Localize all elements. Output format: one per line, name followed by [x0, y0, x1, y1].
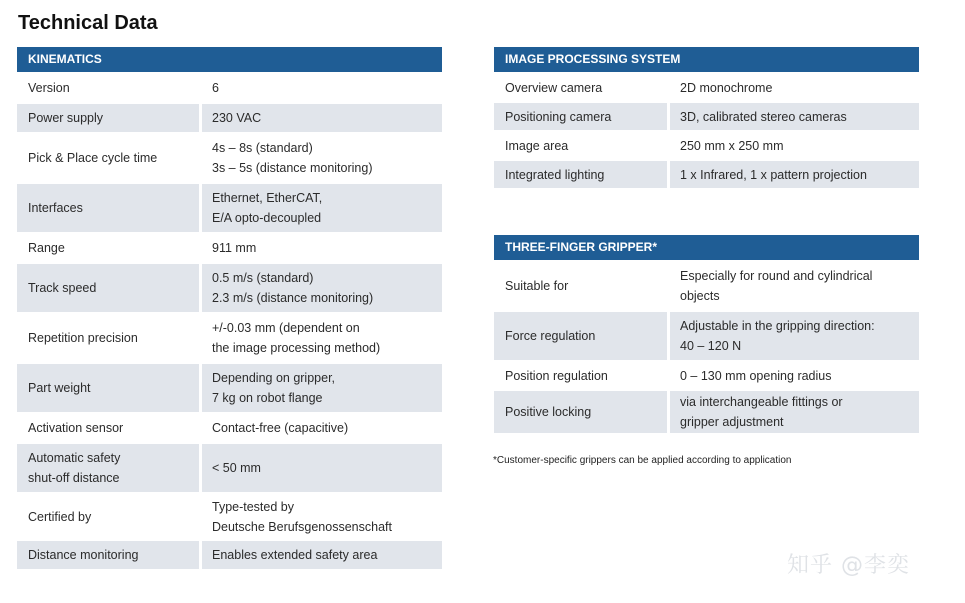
row-value-line: 4s – 8s (standard) — [212, 141, 313, 155]
row-label — [17, 104, 202, 132]
row-label — [17, 74, 202, 102]
row-value-line: 2D monochrome — [680, 80, 773, 95]
gripper-rows — [494, 262, 919, 433]
row-value — [670, 132, 919, 159]
row-value — [202, 314, 442, 362]
row-label — [17, 444, 202, 492]
image-processing-rows — [494, 74, 919, 188]
row-value-line: objects — [680, 289, 720, 303]
row-value — [670, 362, 919, 389]
row-value-line: 911 mm — [212, 241, 257, 255]
row-value — [202, 264, 442, 312]
row-value-line: Type-tested by — [212, 499, 294, 514]
table-row — [17, 541, 442, 569]
row-value-line: +/-0.03 mm (dependent on — [212, 321, 360, 335]
row-label — [17, 541, 202, 569]
image-processing-table — [494, 47, 919, 188]
row-value-line: 2.3 m/s (distance monitoring) — [212, 291, 374, 305]
row-value — [670, 161, 919, 188]
row-label-line: Activation sensor — [28, 421, 124, 435]
row-label-line: Suitable for — [505, 279, 569, 293]
row-label — [17, 234, 202, 262]
row-value-line: 0.5 m/s (standard) — [212, 271, 314, 285]
table-row — [494, 362, 919, 389]
watermark: 知乎 @李奕 — [787, 553, 910, 578]
table-row — [17, 414, 442, 442]
image-processing-header: IMAGE PROCESSING SYSTEM — [494, 47, 919, 72]
row-value-line: 3s – 5s (distance monitoring) — [212, 161, 373, 175]
row-label — [17, 134, 202, 182]
row-label-line: Range — [28, 241, 65, 255]
table-row — [494, 161, 919, 188]
row-value-line: 40 – 120 N — [680, 339, 742, 353]
kinematics-header: KINEMATICS — [17, 47, 442, 72]
row-value — [202, 184, 442, 232]
row-value — [202, 234, 442, 262]
row-value-line: via interchangeable fittings or — [680, 395, 843, 409]
table-row — [494, 103, 919, 130]
row-label-line: Image area — [505, 138, 569, 153]
row-value-line: Deutsche Berufsgenossenschaft — [212, 519, 392, 534]
row-value-line: the image processing method) — [212, 341, 381, 355]
row-label-line: shut-off distance — [28, 471, 120, 485]
table-row — [17, 364, 442, 412]
row-label — [494, 362, 670, 389]
row-value-line: E/A opto-decoupled — [212, 211, 322, 225]
row-label-line: Positioning camera — [505, 109, 612, 124]
row-value-line: gripper adjustment — [680, 415, 784, 429]
table-row — [17, 314, 442, 362]
table-row — [17, 234, 442, 262]
row-value-line: Contact-free (capacitive) — [212, 421, 349, 435]
row-label-line: Force regulation — [505, 329, 596, 343]
row-label — [494, 262, 670, 310]
row-value — [202, 364, 442, 412]
row-label-line: Certified by — [28, 509, 92, 524]
row-value-line: 1 x Infrared, 1 x pattern projection — [680, 167, 867, 182]
kinematics-table — [17, 47, 442, 569]
row-label-line: Position regulation — [505, 368, 608, 383]
row-value — [670, 391, 919, 433]
row-label-line: Track speed — [28, 281, 97, 295]
row-label-line: Version — [28, 81, 70, 95]
table-row — [17, 134, 442, 182]
row-value-line: 250 mm x 250 mm — [680, 138, 784, 153]
row-value-line: 6 — [212, 81, 219, 95]
row-label — [494, 74, 670, 101]
row-value — [670, 103, 919, 130]
row-value — [202, 494, 442, 539]
row-value — [202, 444, 442, 492]
row-value-line: < 50 mm — [212, 461, 261, 475]
gripper-header: THREE-FINGER GRIPPER* — [494, 235, 919, 260]
row-value-line: 3D, calibrated stereo cameras — [680, 109, 847, 124]
row-label — [494, 312, 670, 360]
row-label-line: Repetition precision — [28, 331, 138, 345]
row-label-line: Part weight — [28, 381, 91, 395]
row-value-line: Depending on gripper, — [212, 371, 336, 385]
table-row — [494, 262, 919, 310]
table-row — [17, 264, 442, 312]
table-row — [494, 132, 919, 159]
row-value — [202, 134, 442, 182]
row-label-line: Positive locking — [505, 405, 592, 419]
row-value — [670, 312, 919, 360]
row-label-line: Automatic safety — [28, 451, 121, 465]
row-label — [17, 414, 202, 442]
row-value — [670, 262, 919, 310]
row-label — [494, 161, 670, 188]
table-row — [494, 74, 919, 101]
row-value — [202, 414, 442, 442]
table-row — [17, 104, 442, 132]
row-value-line: 0 – 130 mm opening radius — [680, 368, 832, 383]
page-title: Technical Data — [18, 12, 158, 34]
table-row — [17, 444, 442, 492]
table-row — [17, 74, 442, 102]
table-row — [17, 494, 442, 539]
row-label — [17, 184, 202, 232]
row-label — [17, 364, 202, 412]
row-label — [494, 391, 670, 433]
table-row — [17, 184, 442, 232]
row-value-line: Especially for round and cylindrical — [680, 269, 873, 283]
row-value-line: 230 VAC — [212, 111, 262, 125]
row-value — [202, 74, 442, 102]
row-label-line: Integrated lighting — [505, 167, 605, 182]
row-value — [202, 104, 442, 132]
row-label — [17, 494, 202, 539]
gripper-footnote: *Customer-specific grippers can be applied according to application — [493, 455, 792, 466]
row-label — [494, 103, 670, 130]
row-value-line: 7 kg on robot flange — [212, 391, 323, 405]
kinematics-rows — [17, 74, 442, 569]
row-label-line: Overview camera — [505, 80, 603, 95]
row-value-line: Enables extended safety area — [212, 548, 378, 562]
row-value — [202, 541, 442, 569]
row-label-line: Power supply — [28, 111, 104, 125]
table-row — [494, 312, 919, 360]
row-label-line: Distance monitoring — [28, 548, 139, 562]
row-label-line: Pick & Place cycle time — [28, 151, 158, 165]
row-label — [494, 132, 670, 159]
gripper-table — [494, 235, 919, 433]
table-row — [494, 391, 919, 433]
row-value-line: Ethernet, EtherCAT, — [212, 191, 323, 205]
row-value — [670, 74, 919, 101]
row-label — [17, 314, 202, 362]
row-label-line: Interfaces — [28, 201, 83, 215]
row-value-line: Adjustable in the gripping direction: — [680, 319, 875, 333]
row-label — [17, 264, 202, 312]
